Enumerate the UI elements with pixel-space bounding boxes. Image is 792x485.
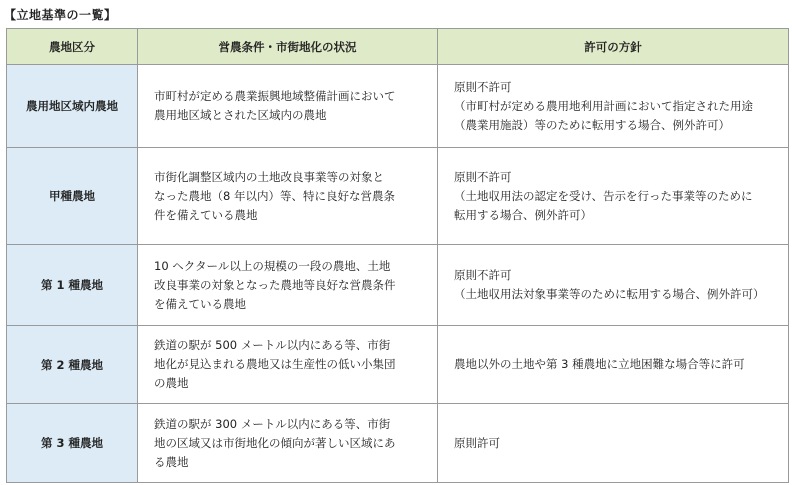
condition-line: 件を備えている農地 — [154, 207, 258, 222]
header-category: 農地区分 — [7, 29, 138, 65]
condition-line: の農地 — [154, 376, 189, 390]
condition-line: 市町村が定める農業振興地域整備計画において — [154, 89, 396, 103]
category-cell: 甲種農地 — [7, 148, 138, 245]
permission-cell — [438, 148, 789, 245]
permission-line: 原則不許可 — [454, 268, 512, 282]
land-criteria-table — [6, 28, 789, 483]
table-row — [7, 404, 789, 483]
table-row — [7, 65, 789, 148]
condition-cell — [138, 245, 438, 326]
condition-line: 農用地区域とされた区域内の農地 — [154, 108, 327, 122]
category-cell: 第 1 種農地 — [7, 245, 138, 326]
table-row — [7, 245, 789, 326]
permission-line: （土地収用法の認定を受け、告示を行った事業等のために — [454, 188, 753, 203]
table-row — [7, 148, 789, 245]
condition-line: 10 ヘクタール以上の規模の一段の農地、土地 — [154, 258, 391, 273]
condition-line: を備えている農地 — [154, 296, 246, 311]
condition-line: 地化が見込まれる農地又は生産性の低い小集団 — [154, 357, 396, 371]
table-row — [7, 326, 789, 404]
permission-line: （土地収用法対象事業等のために転用する場合、例外許可） — [454, 287, 765, 301]
permission-line: 原則不許可 — [454, 79, 512, 94]
condition-cell — [138, 65, 438, 148]
category-cell: 第 2 種農地 — [7, 326, 138, 404]
header-permission: 許可の方針 — [438, 29, 789, 65]
category-cell: 第 3 種農地 — [7, 404, 138, 483]
permission-line: （市町村が定める農用地利用計画において指定された用途 — [454, 98, 753, 113]
condition-line: 鉄道の駅が 500 メートル以内にある等、市街 — [154, 338, 391, 352]
permission-cell — [438, 245, 789, 326]
permission-line: 原則許可 — [454, 435, 500, 450]
permission-line: 転用する場合、例外許可） — [454, 207, 592, 222]
condition-cell — [138, 404, 438, 483]
permission-line: （農業用施設）等のために転用する場合、例外許可） — [454, 117, 730, 132]
page-heading: 【立地基準の一覧】 — [4, 8, 117, 22]
condition-line: 市街化調整区域内の土地改良事業等の対象と — [154, 169, 384, 184]
condition-line: なった農地（8 年以内）等、特に良好な営農条 — [154, 188, 395, 203]
condition-cell — [138, 148, 438, 245]
condition-cell — [138, 326, 438, 404]
permission-cell — [438, 326, 789, 404]
permission-cell — [438, 404, 789, 483]
permission-line: 原則不許可 — [454, 169, 512, 184]
category-cell: 農用地区域内農地 — [7, 65, 138, 148]
header-condition: 営農条件・市街地化の状況 — [138, 29, 438, 65]
condition-line: る農地 — [154, 454, 189, 469]
condition-line: 地の区域又は市街地化の傾向が著しい区域にあ — [154, 435, 396, 450]
permission-cell — [438, 65, 789, 148]
permission-line: 農地以外の土地や第 3 種農地に立地困難な場合等に許可 — [454, 357, 745, 371]
condition-line: 鉄道の駅が 300 メートル以内にある等、市街 — [154, 416, 391, 431]
table-header-row — [7, 29, 789, 65]
condition-line: 改良事業の対象となった農地等良好な営農条件 — [154, 277, 396, 292]
